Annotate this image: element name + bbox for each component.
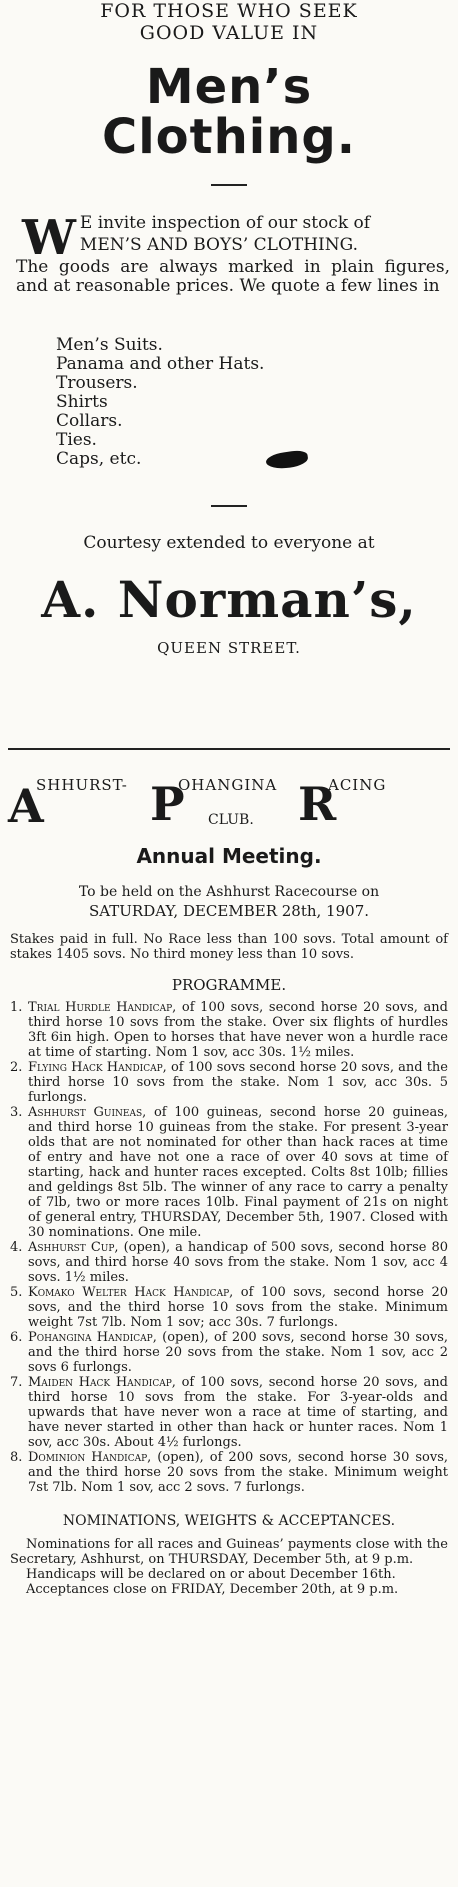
short-divider [211, 505, 247, 507]
item-number: 3. [10, 1105, 23, 1120]
race-name: Ashhurst Cup, [28, 1240, 119, 1255]
race-name: Maiden Hack Handicap, [28, 1375, 176, 1390]
club-word-club: CLUB. [208, 812, 254, 828]
courtesy-line: Courtesy extended to everyone at [83, 533, 375, 553]
list-item [56, 450, 458, 469]
intro-caps: MEN’S AND BOYS’ CLOTHING. [79, 235, 359, 255]
item-number: 7. [10, 1375, 23, 1390]
item-number: 8. [10, 1450, 23, 1465]
short-divider [211, 184, 247, 186]
race-details: of 100 sovs, second horse 20 sovs, and third horse 10 sovs from the stake. Over six flights of hurdles 3ft 6in high. Open to horses that have never won a hurdle race at time of starting. Nom 1 sov, acc 30s. 1½ miles. [28, 1000, 448, 1060]
list-item-text: Caps, etc. [56, 449, 142, 469]
programme-item [10, 1105, 448, 1240]
programme-item [10, 1330, 448, 1375]
race-name: Flying Hack Handicap, [28, 1060, 167, 1075]
item-number: 6. [10, 1330, 23, 1345]
race-details: of 100 sovs, second horse 20 sovs, and third horse 10 sovs from the stake. For 3-year-olds and upwards that have never won a race at time of starting, and have never started in other than hack or hunter races. Nom 1 sov, acc 30s. About 4½ furlongs. [28, 1375, 448, 1450]
race-details: (open), of 200 sovs, second horse 30 sovs, and the third horse 20 sovs from the stake. Nom 1 sov, acc 2 sovs 6 furlongs. [28, 1330, 449, 1375]
list-item: Trousers. [56, 373, 138, 393]
club-heading [0, 768, 458, 856]
item-number: 4. [10, 1240, 23, 1255]
item-number: 2. [10, 1060, 23, 1075]
race-details: (open), of 200 sovs, second horse 30 sovs, and the third horse 20 sovs from the stake. Minimum weight 7st 7lb. Nom 1 sov, acc 2 sovs. 7 furlongs. [28, 1450, 448, 1495]
race-details: of 100 sovs second horse 20 sovs, and the third horse 10 sovs from the stake. Nom 1 sov, acc 30s. 5 furlongs. [28, 1060, 448, 1105]
ad-title-line2: Clothing. [102, 109, 356, 165]
race-name: Pohangina Handicap, [28, 1330, 157, 1345]
item-number: 5. [10, 1285, 23, 1300]
race-details: of 100 sovs, second horse 20 sovs, and the third horse 10 sovs from the stake. Minimum weight 7st 7lb. Nom 1 sov; acc 30s. 7 furlongs. [28, 1285, 448, 1330]
intro-first-line: E invite inspection of our stock of [79, 213, 371, 233]
list-item: Shirts [56, 392, 108, 412]
programme-item [10, 1240, 448, 1285]
racing-club-notice [0, 768, 458, 1597]
club-word-racing: ACING [328, 776, 387, 794]
date-line: SATURDAY, DECEMBER 28th, 1907. [88, 902, 370, 920]
nominations-title: NOMINATIONS, WEIGHTS & ACCEPTANCES. [62, 1513, 396, 1529]
club-initial-p: P [150, 777, 185, 831]
item-number: 1. [10, 1000, 23, 1015]
programme-item [10, 1285, 448, 1330]
ad-intro [0, 210, 458, 296]
intro-rest: The goods are always marked in plain figures, and at reasonable prices. We quote a few lines in [16, 257, 450, 296]
nominations-paragraph: Nominations for all races and Guineas’ payments close with the Secretary, Ashhurst, on THURSDAY, December 5th, at 9 p.m. [10, 1537, 448, 1567]
store-street: QUEEN STREET. [157, 639, 301, 657]
ink-blot-mark [265, 449, 309, 471]
race-name: Ashhurst Guineas, [28, 1105, 147, 1120]
list-item: Collars. [56, 411, 123, 431]
list-item: Ties. [56, 430, 97, 450]
ad-title-line1: Men’s [145, 59, 313, 115]
list-item: Men’s Suits. [56, 335, 163, 355]
programme-item [10, 1450, 448, 1495]
store-name: A. Norman’s, [41, 570, 417, 629]
stakes-note: Stakes paid in full. No Race less than 100 sovs. Total amount of stakes 1405 sovs. No third money less than 10 sovs. [10, 932, 448, 962]
programme-item [10, 1375, 448, 1450]
section-divider [8, 748, 450, 750]
programme-item [10, 1000, 448, 1060]
club-word-ashhurst: SHHURST- [36, 776, 128, 794]
clothing-list [0, 336, 458, 469]
race-name: Dominion Handicap, [28, 1450, 152, 1465]
ad-tagline: FOR THOSE WHO SEEK GOOD VALUE IN [100, 0, 358, 44]
programme-list [0, 1000, 458, 1495]
programme-title: PROGRAMME. [171, 976, 287, 994]
club-initial-a: A [8, 779, 44, 833]
programme-item [10, 1060, 448, 1105]
race-name: Komako Welter Hack Handicap, [28, 1285, 234, 1300]
meeting-title: Annual Meeting. [136, 844, 322, 868]
list-item: Panama and other Hats. [56, 354, 265, 374]
held-line: To be held on the Ashhurst Racecourse on [78, 884, 380, 900]
acceptances-paragraph: Acceptances close on FRIDAY, December 20th, at 9 p.m. [26, 1582, 399, 1597]
club-word-pohangina: OHANGINA [178, 776, 278, 794]
intro-dropcap: W [22, 210, 76, 266]
race-details: (open), a handicap of 500 sovs, second horse 80 sovs, and third horse 40 sovs from the stake. Nom 1 sov, acc 4 sovs. 1½ miles. [28, 1240, 449, 1285]
club-initial-r: R [298, 777, 337, 831]
clothing-advertisement [0, 0, 458, 748]
handicaps-paragraph: Handicaps will be declared on or about December 16th. [26, 1567, 396, 1582]
race-details: of 100 guineas, second horse 20 guineas, and third horse 10 guineas from the stake. For present 3-year olds that are not nominated for other than hack races at time of entry and have not one a race of over 40 sovs at time of starting, hack and hunter races excepted. Colts 8st 10lb; fillies and geldings 8st 5lb. The winner of any race to carry a penalty of 7lb, two or more races 10lb. Final payment of 21s on night of general entry, THURSDAY, December 5th, 1907. Closed with 30 nominations. One mile. [28, 1105, 448, 1240]
race-name: Trial Hurdle Handicap, [28, 1000, 177, 1015]
